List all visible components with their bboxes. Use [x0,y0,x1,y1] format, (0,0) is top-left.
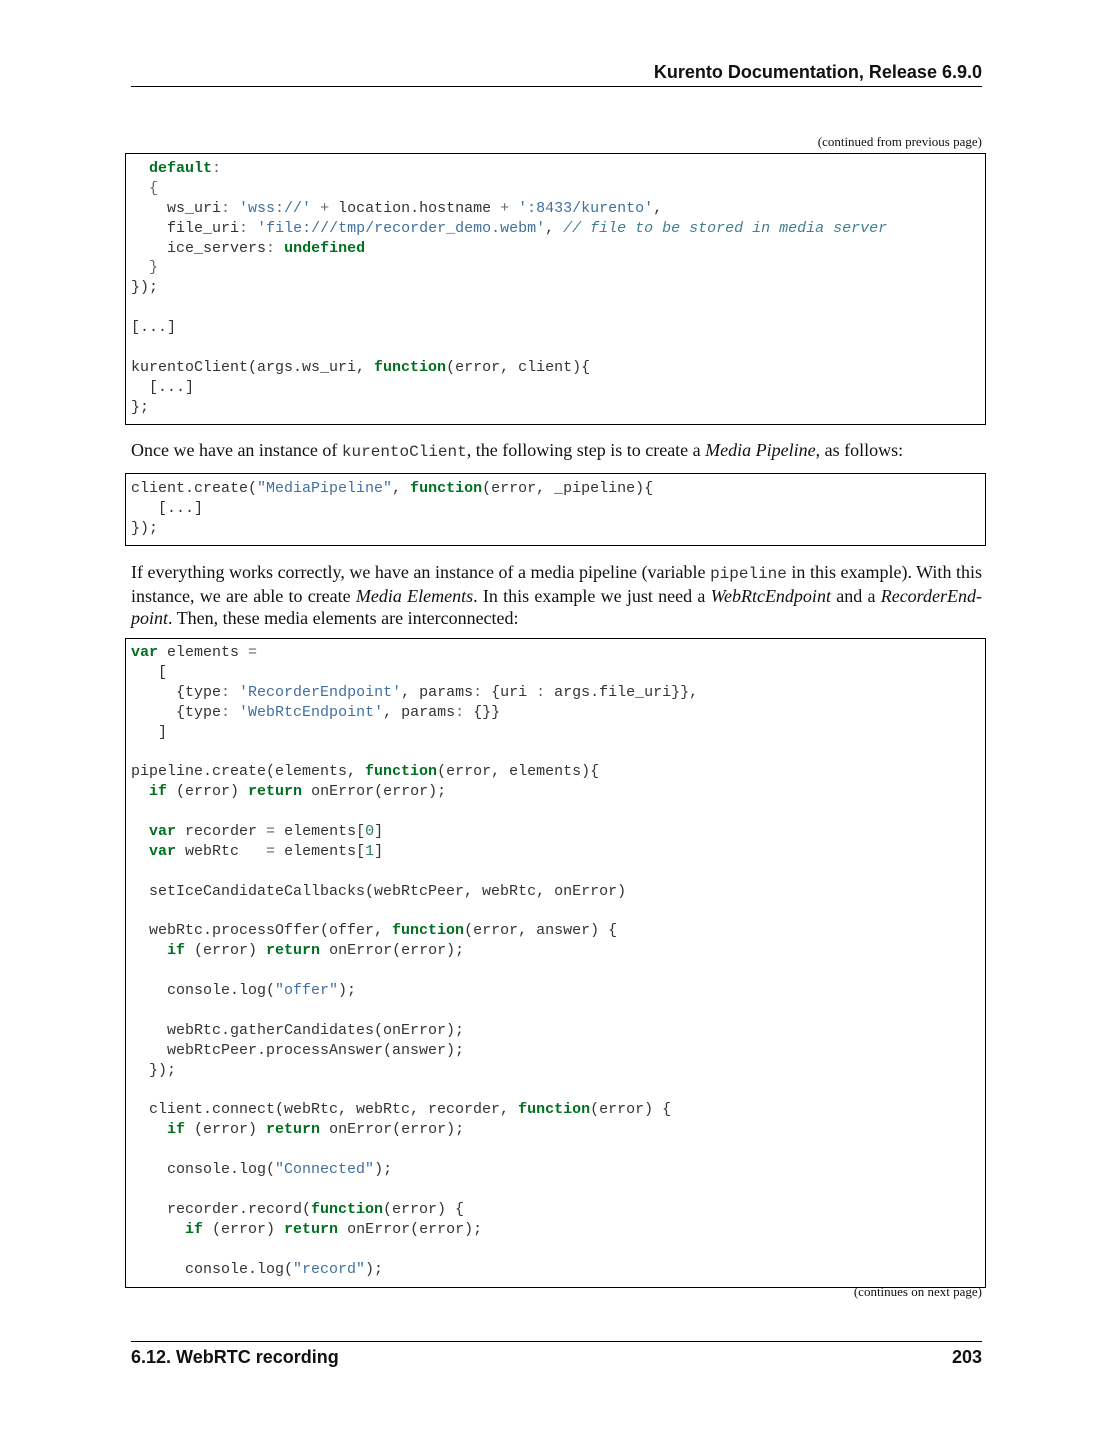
code-token: }); [131,519,159,537]
code-token: 'WebRtcEndpoint' [239,703,384,721]
code-token: : [536,683,546,701]
code-token: }); [131,1061,177,1079]
code-token: return [266,942,321,960]
inline-code: pipeline [710,565,787,583]
code-token: "record" [293,1260,366,1278]
code-line [126,882,985,902]
code-token: (error, _pipeline){ [482,480,654,497]
code-line [126,1001,985,1021]
code-block-create-pipeline [125,473,986,546]
code-token: 'RecorderEndpoint' [239,683,402,701]
code-token: location.hostname [329,199,501,217]
code-token: : [266,239,276,257]
paragraph-text: and a [830,586,881,606]
code-line [126,822,985,842]
code-line [126,179,985,199]
code-token [509,200,518,217]
code-token: client.connect(webRtc, webRtc, recorder, [131,1101,519,1119]
code-token: , [545,219,564,237]
code-token: ':8433/kurento' [518,199,654,217]
code-token [230,200,239,217]
code-token: ] [131,723,168,741]
code-token: (error) { [590,1101,672,1119]
header-rule [131,86,982,87]
continued-from-note: (continued from previous page) [817,134,982,149]
code-token: if [185,1220,204,1238]
code-token: function [410,480,483,497]
code-token [275,240,284,257]
code-token: [...] [131,499,204,517]
code-token: 0 [365,823,375,841]
code-line [126,981,985,1001]
page-number: 203 [951,1347,982,1367]
code-line [126,378,985,398]
paragraph-text: . Then, these media elements are interconnected: [168,608,519,628]
code-token: , [392,480,411,497]
code-token: var [149,823,177,841]
code-token: webRtcPeer.processAnswer(answer); [131,1041,465,1059]
code-token: , [653,199,663,217]
code-line [126,239,985,259]
code-line [126,961,985,981]
code-token: onError(error); [320,942,465,960]
code-token: : [221,199,231,217]
code-token: elements [158,644,249,661]
code-token: (error) [167,783,249,801]
code-line [126,1041,985,1061]
code-lines [126,159,985,418]
code-line [126,921,985,941]
code-token: : [239,219,249,237]
code-token: elements[ [275,842,366,860]
code-token: {type [131,703,222,721]
code-token: (error) [203,1220,285,1238]
code-line [126,902,985,922]
code-token: onError(error); [302,783,447,801]
code-token: if [149,783,168,801]
code-line [126,338,985,358]
footer-section-title: 6.12. WebRTC recording [131,1347,339,1367]
code-token: + [320,199,330,217]
paragraph-text: , as follows: [815,440,904,460]
running-header-title: Kurento Documentation, Release 6.9.0 [653,62,982,82]
code-token: [ [131,663,168,681]
code-token: ] [374,823,384,841]
code-token: console.log( [131,1260,294,1278]
emphasis-term: Media Pipeline [705,440,816,460]
code-token: // file to be stored in media server [563,219,888,237]
code-token: kurentoClient(args.ws_uri, [131,358,375,376]
code-token: onError(error); [338,1220,483,1238]
code-line [126,1220,985,1240]
code-token: onError(error); [320,1121,465,1139]
code-line [126,499,985,519]
code-token: ] [374,842,384,860]
code-token: default [149,160,213,177]
code-line [126,358,985,378]
code-lines [126,643,985,1280]
code-line [126,1120,985,1140]
code-token: console.log( [131,982,276,1000]
code-token: }); [131,279,159,297]
code-token: function [374,358,447,376]
code-token: args.file_uri}}, [545,683,699,701]
code-line [126,318,985,338]
paragraph-media-elements [131,561,982,629]
footer-rule [131,1341,982,1342]
code-token: console.log( [131,1161,276,1179]
code-token: file_uri [131,219,240,237]
code-line [126,1081,985,1101]
code-line [126,683,985,703]
code-line [126,1021,985,1041]
code-line [126,742,985,762]
code-token: [...] [131,319,177,337]
code-line [126,762,985,782]
code-token: function [365,763,438,781]
code-token: 'wss://' [239,199,312,217]
code-token [311,200,320,217]
code-token: "MediaPipeline" [257,480,393,497]
code-token: "Connected" [275,1161,375,1179]
code-token: (error, elements){ [437,763,600,781]
code-token: (error, client){ [446,358,591,376]
continues-on-note: (continues on next page) [853,1284,982,1299]
inline-code: kurentoClient [341,443,467,461]
code-token: ice_servers [131,239,267,257]
emphasis-term: WebRtcEndpoint [710,586,831,606]
code-token: webRtc.processOffer(offer, [131,922,393,940]
code-line [126,1100,985,1120]
code-line [126,479,985,499]
code-token: : [221,683,231,701]
code-line [126,1200,985,1220]
code-token: , params [383,703,456,721]
code-line [126,941,985,961]
code-token: webRtc [176,842,267,860]
code-line [126,278,985,298]
code-token: ); [365,1260,384,1278]
code-token: recorder [176,823,267,841]
code-token: function [311,1200,384,1218]
code-token: return [248,783,303,801]
code-line [126,663,985,683]
code-token: : [221,703,231,721]
code-token: if [167,942,186,960]
paragraph-text: in this example). With this instance, we are able to create [131,562,982,606]
code-line [126,862,985,882]
code-token: ); [338,982,357,1000]
code-line [126,1140,985,1160]
code-token: (error) [185,1121,267,1139]
emphasis-term: RecorderEnd-point [131,586,982,628]
paragraph-text: Once we have an instance of [131,440,342,460]
code-token [131,1221,185,1238]
code-line [126,258,985,278]
code-line [126,723,985,743]
code-line [126,842,985,862]
code-token [248,220,257,237]
code-line [126,1061,985,1081]
code-line [126,159,985,179]
code-token: if [167,1121,186,1139]
code-line [126,398,985,418]
code-token [131,160,149,177]
code-token: webRtc.gatherCandidates(onError); [131,1021,465,1039]
emphasis-term: Media Elements [355,586,474,606]
paragraph-text: If everything works correctly, we have an instance of a media pipeline (variable [131,562,711,582]
code-token: var [149,842,177,860]
code-token: = [266,823,276,841]
code-token: (error) [185,942,267,960]
code-token: {type [131,683,222,701]
code-token: ws_uri [131,199,222,217]
code-token [131,783,149,800]
code-line [126,802,985,822]
code-line [126,219,985,239]
code-token [131,823,149,840]
code-block-elements [125,638,986,1288]
code-token: function [518,1101,591,1119]
code-token: pipeline.create(elements, [131,763,366,781]
code-token: var [131,644,159,661]
code-token [230,684,239,701]
code-token: function [392,922,465,940]
code-token: return [284,1220,339,1238]
code-token: = [248,644,258,661]
code-line [126,782,985,802]
code-token: } [131,259,159,277]
code-token: : [455,703,465,721]
code-token: 1 [365,842,375,860]
code-token [131,1121,167,1138]
code-token: recorder.record( [131,1200,312,1218]
code-block-config [125,153,986,425]
paragraph-text: , the following step is to create a [466,440,706,460]
code-line [126,1260,985,1280]
code-line [126,1160,985,1180]
code-token: : [473,683,483,701]
code-token: ); [374,1161,393,1179]
code-token: {uri [482,683,537,701]
code-line [126,298,985,318]
code-token [131,843,149,860]
code-token: { [131,179,159,197]
code-token: : [212,160,222,177]
code-line [126,1240,985,1260]
code-line [126,643,985,663]
code-token: = [266,842,276,860]
paragraph-pipeline-intro [131,439,982,463]
code-line [126,1180,985,1200]
code-token: (error) { [383,1200,465,1218]
code-lines [126,479,985,539]
code-token [131,942,167,959]
code-token: "offer" [275,982,339,1000]
code-line [126,703,985,723]
code-token: 'file:///tmp/recorder_demo.webm' [257,219,546,237]
code-token: [...] [131,378,195,396]
code-token: {}} [464,703,501,721]
code-token: elements[ [275,823,366,841]
code-token: return [266,1121,321,1139]
code-token: + [500,199,510,217]
code-token: undefined [284,239,366,257]
code-line [126,519,985,539]
code-token: client.create( [131,480,258,497]
code-token [230,704,239,721]
paragraph-text: . In this example we just need a [473,586,711,606]
code-token: setIceCandidateCallbacks(webRtcPeer, webRtc, onError) [131,882,627,900]
code-line [126,199,985,219]
code-token: }; [131,398,150,416]
code-token: (error, answer) { [464,922,618,940]
code-token: , params [401,683,474,701]
